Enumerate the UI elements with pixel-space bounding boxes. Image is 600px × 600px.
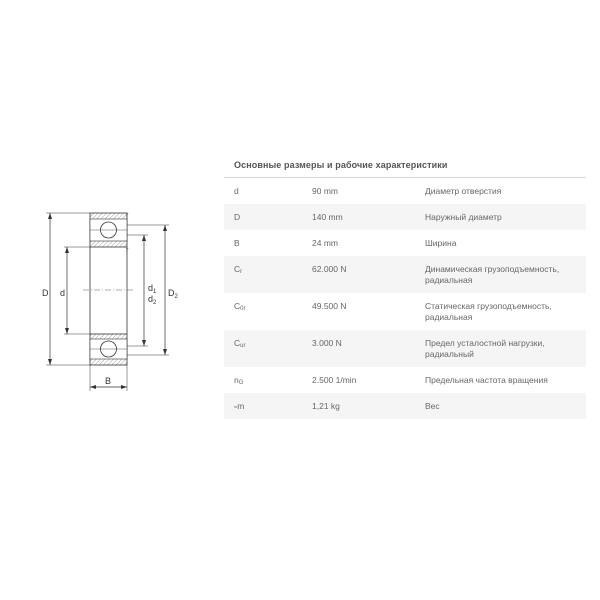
table-row: [224, 367, 586, 393]
label-outer-diameter: D: [42, 288, 49, 298]
symbol-cell: [224, 204, 302, 230]
symbol: C: [234, 338, 241, 348]
description-cell: Ширина: [415, 230, 586, 256]
table-row: [224, 230, 586, 256]
value-cell: 62.000 N: [302, 256, 415, 293]
dimension-bore: [60, 247, 90, 334]
symbol-cell: [224, 393, 302, 419]
symbol-cell: [224, 256, 302, 293]
label-d1-sub: 1: [153, 289, 157, 295]
symbol-prefix: ≈: [234, 405, 238, 411]
dimension-outer-diameter: [42, 213, 90, 365]
spec-panel: [224, 160, 586, 419]
symbol-subscript: r: [240, 269, 243, 275]
value-cell: 1,21 kg: [302, 393, 415, 419]
value-cell: 49.500 N: [302, 293, 415, 330]
svg-text:d2: [148, 294, 157, 306]
description-cell: Предельная частота вращения: [415, 367, 586, 393]
label-bore: d: [60, 288, 66, 298]
description-cell: Статическая грузоподъемность, радиальная: [415, 293, 586, 330]
label-width: B: [105, 376, 112, 386]
description-cell: Наружный диаметр: [415, 204, 586, 230]
description-cell: Предел усталостной нагрузки, радиальный: [415, 330, 586, 367]
symbol: D: [234, 212, 241, 222]
symbol-subscript: G: [238, 380, 244, 386]
label-d1: d: [148, 283, 154, 293]
description-cell: Вес: [415, 393, 586, 419]
symbol-subscript: ur: [240, 343, 246, 349]
table-row: [224, 330, 586, 367]
label-d2: d: [148, 294, 154, 304]
symbol-cell: [224, 367, 302, 393]
spec-table: [224, 178, 586, 419]
value-cell: 2.500 1/min: [302, 367, 415, 393]
symbol: m: [237, 401, 245, 411]
symbol: C: [234, 301, 241, 311]
symbol-cell: [224, 178, 302, 204]
description-cell: Динамическая грузоподъемность, радиальная: [415, 256, 586, 293]
symbol: B: [234, 238, 240, 248]
dimension-width: [90, 365, 127, 391]
dimension-d1-d2: [127, 235, 157, 346]
table-row: [224, 293, 586, 330]
table-row: [224, 256, 586, 293]
table-row: [224, 393, 586, 419]
label-radius-mid: r: [126, 247, 129, 254]
symbol-cell: [224, 293, 302, 330]
label-D2-sub: 2: [174, 294, 178, 300]
bearing-drawing: [38, 205, 188, 395]
value-cell: 24 mm: [302, 230, 415, 256]
symbol: d: [234, 186, 239, 196]
spec-table-body: [224, 178, 586, 419]
svg-text:D2: [168, 288, 179, 300]
value-cell: 90 mm: [302, 178, 415, 204]
spec-title: Основные размеры и рабочие характеристики: [224, 160, 586, 178]
table-row: [224, 204, 586, 230]
description-cell: Диаметр отверстия: [415, 178, 586, 204]
bearing-body: [83, 213, 134, 365]
label-radius-top: r: [126, 212, 129, 219]
label-D2: D: [168, 288, 175, 298]
symbol-subscript: 0r: [240, 306, 246, 312]
bearing-cross-section: [38, 205, 188, 395]
symbol: C: [234, 264, 241, 274]
symbol-cell: [224, 230, 302, 256]
table-row: [224, 178, 586, 204]
symbol-cell: [224, 330, 302, 367]
value-cell: 140 mm: [302, 204, 415, 230]
label-d2-sub: 2: [153, 300, 157, 306]
symbol: n: [234, 375, 239, 385]
value-cell: 3.000 N: [302, 330, 415, 367]
